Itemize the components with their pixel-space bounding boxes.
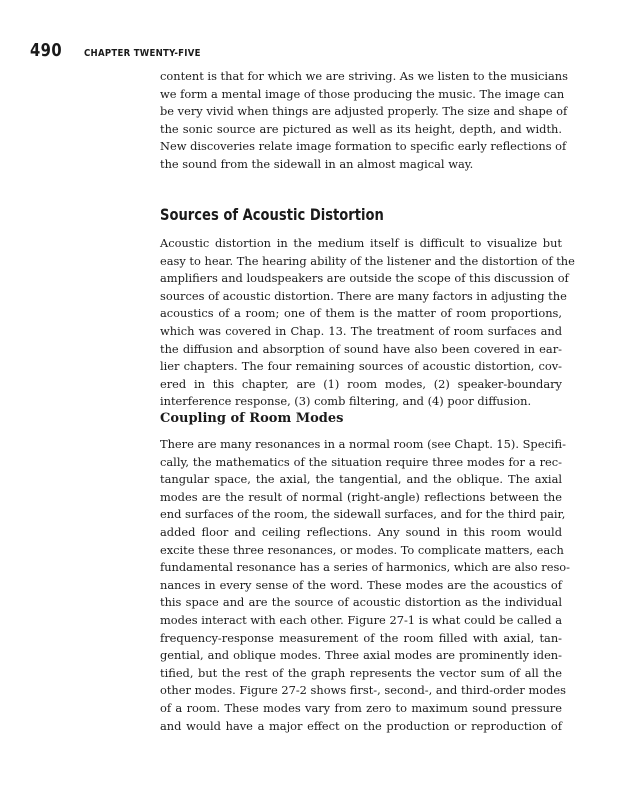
text-line: cally, the mathematics of the situation require three modes for a rec- bbox=[160, 454, 562, 469]
chapter-label: CHAPTER TWENTY-FIVE bbox=[84, 48, 201, 59]
text-line: excite these three resonances, or modes. To complicate matters, each bbox=[160, 542, 564, 557]
text-line: the sonic source are pictured as well as its height, depth, and width. bbox=[160, 121, 562, 136]
section-paragraph bbox=[160, 235, 575, 411]
text-line: modes interact with each other. Figure 27-1 is what could be called a bbox=[160, 612, 562, 627]
text-line: ered in this chapter, are (1) room modes, (2) speaker-boundary bbox=[160, 376, 562, 391]
text-line: interference response, (3) comb filtering, and (4) poor diffusion. bbox=[160, 394, 532, 409]
intro-paragraph bbox=[160, 68, 568, 174]
text-line: content is that for which we are striving. As we listen to the musicians bbox=[160, 69, 568, 83]
text-line: which was covered in Chap. 13. The treatment of room surfaces and bbox=[160, 323, 562, 338]
text-line: There are many resonances in a normal room (see Chapt. 15). Specifi- bbox=[160, 437, 566, 451]
text-line: amplifiers and loudspeakers are outside the scope of this discussion of bbox=[160, 271, 569, 286]
text-line: acoustics of a room; one of them is the matter of room proportions, bbox=[160, 306, 562, 321]
subsection-paragraph bbox=[160, 436, 570, 735]
text-line: the sound from the sidewall in an almost magical way. bbox=[160, 156, 474, 171]
text-line: of a room. These modes vary from zero to maximum sound pressure bbox=[160, 700, 562, 715]
subsection-heading: Coupling of Room Modes bbox=[160, 411, 344, 426]
text-line: we form a mental image of those producing the music. The image can bbox=[160, 86, 565, 101]
text-line: added floor and ceiling reflections. Any sound in this room would bbox=[160, 524, 562, 539]
text-line: modes are the result of normal (right-angle) reflections between the bbox=[160, 489, 562, 504]
text-line: and would have a major effect on the production or reproduction of bbox=[160, 718, 562, 733]
text-line: nances in every sense of the word. These modes are the acoustics of bbox=[160, 577, 562, 592]
text-line: end surfaces of the room, the sidewall surfaces, and for the third pair, bbox=[160, 507, 566, 522]
text-line: sources of acoustic distortion. There are many factors in adjusting the bbox=[160, 288, 567, 303]
text-line: fundamental resonance has a series of harmonics, which are also reso- bbox=[160, 560, 570, 575]
text-line: easy to hear. The hearing ability of the listener and the distortion of the bbox=[160, 253, 575, 268]
text-line: New discoveries relate image formation to specific early reflections of bbox=[160, 139, 567, 154]
text-line: other modes. Figure 27-2 shows first-, second-, and third-order modes bbox=[160, 683, 567, 698]
text-line: frequency-response measurement of the room filled with axial, tan- bbox=[160, 630, 562, 645]
running-head bbox=[30, 40, 214, 62]
text-line: lier chapters. The four remaining sources of acoustic distortion, cov- bbox=[160, 359, 562, 374]
text-line: the diffusion and absorption of sound have also been covered in ear- bbox=[160, 341, 562, 356]
text-line: this space and are the source of acoustic distortion as the individual bbox=[160, 595, 562, 610]
text-line: tified, but the rest of the graph represents the vector sum of all the bbox=[160, 665, 562, 680]
section-heading: Sources of Acoustic Distortion bbox=[160, 205, 384, 224]
text-line: Acoustic distortion in the medium itself is difficult to visualize but bbox=[160, 236, 562, 250]
text-line: be very vivid when things are adjusted properly. The size and shape of bbox=[160, 104, 568, 119]
text-line: gential, and oblique modes. Three axial modes are prominently iden- bbox=[160, 648, 562, 663]
text-line: tangular space, the axial, the tangential, and the oblique. The axial bbox=[160, 472, 562, 487]
page-number: 490 bbox=[30, 40, 63, 61]
